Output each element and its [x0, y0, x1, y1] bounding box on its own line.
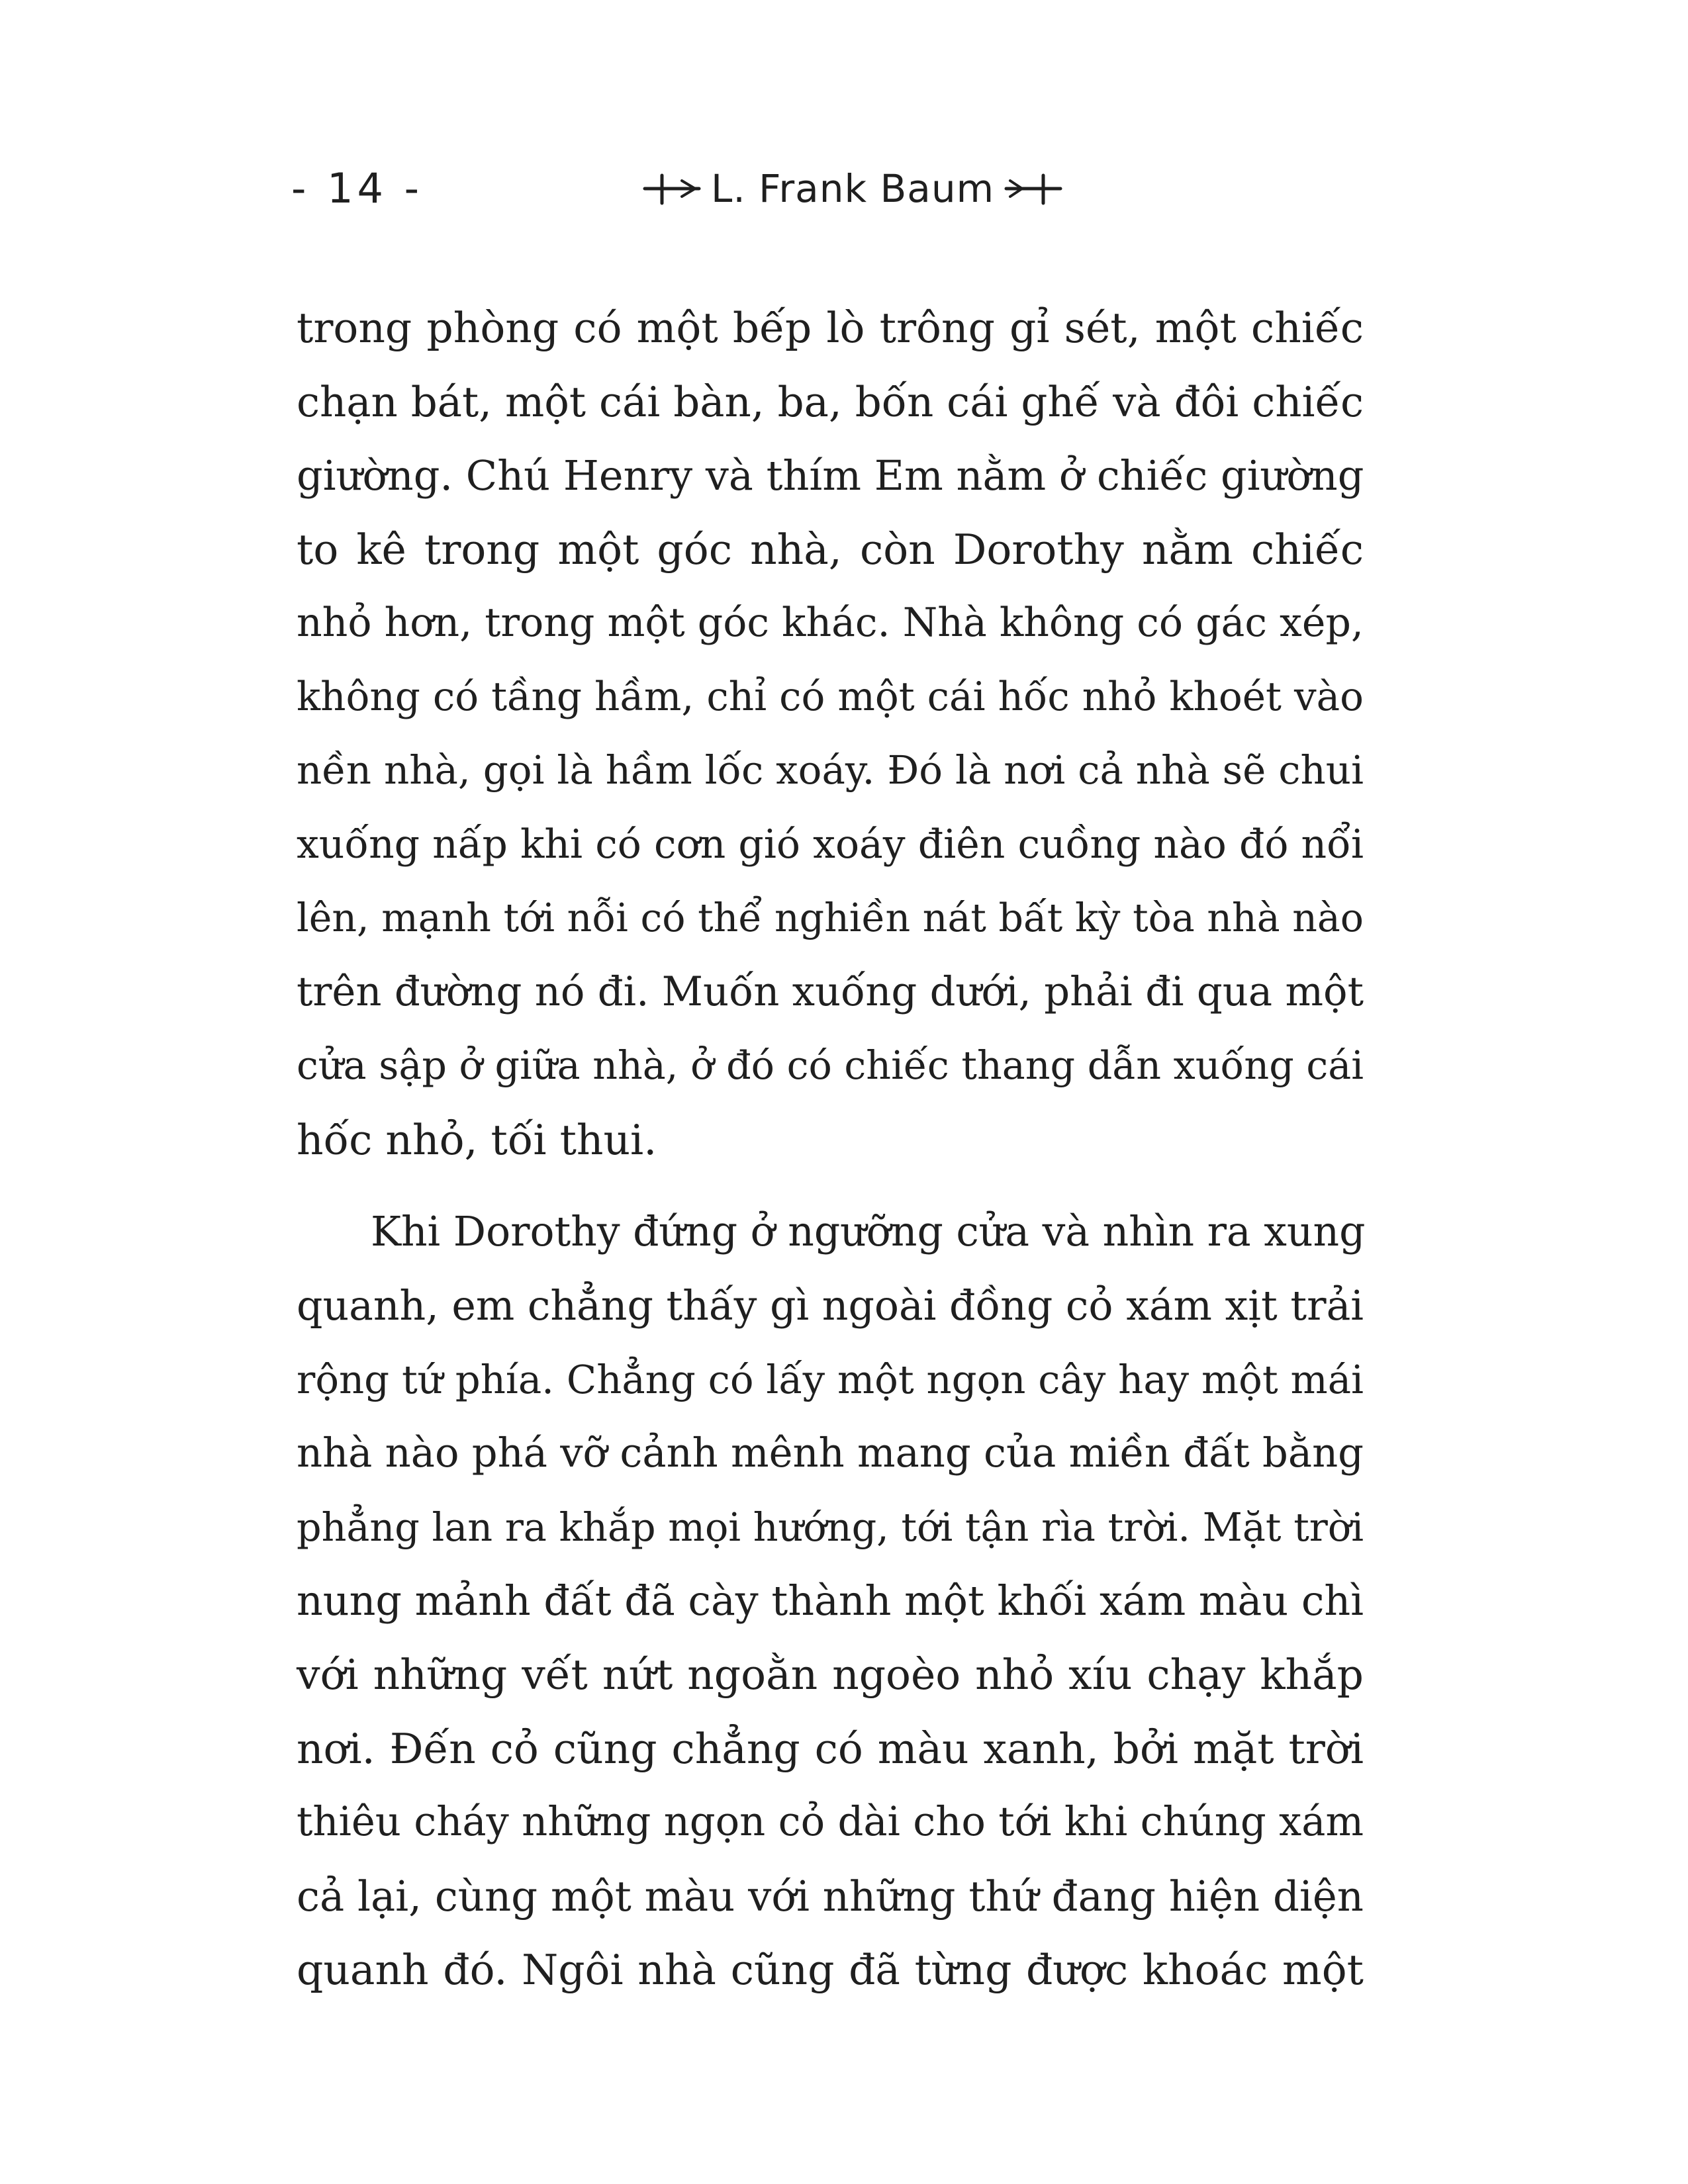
- text-line: quanh đó. Ngôi nhà cũng đã từng được khoác một: [297, 1946, 1364, 1994]
- text-line: lên, mạnh tới nỗi có thể nghiền nát bất kỳ tòa nhà nào: [297, 895, 1364, 940]
- text-line: nhà nào phá vỡ cảnh mênh mang của miền đất bằng: [297, 1430, 1364, 1477]
- text-line: nền nhà, gọi là hầm lốc xoáy. Đó là nơi cả nhà sẽ chui: [297, 748, 1364, 794]
- text-line: phẳng lan ra khắp mọi hướng, tới tận rìa trời. Mặt trời: [297, 1504, 1364, 1550]
- author-heading: [642, 152, 1063, 225]
- paragraph-1: [297, 291, 1364, 1177]
- text-line: với những vết nứt ngoằn ngoèo nhỏ xíu chạy khắp: [297, 1651, 1364, 1699]
- body-text: [297, 291, 1364, 2026]
- text-line: cửa sập ở giữa nhà, ở đó có chiếc thang dẫn xuống cái: [297, 1043, 1364, 1088]
- text-line: to kê trong một góc nhà, còn Dorothy nằm chiếc: [297, 525, 1364, 574]
- text-line: chạn bát, một cái bàn, ba, bốn cái ghế và đôi chiếc: [297, 377, 1364, 426]
- author-name: L. Frank Baum: [711, 166, 995, 211]
- cross-flourish-icon: [1004, 169, 1063, 208]
- text-line: nhỏ hơn, trong một góc khác. Nhà không có gác xép,: [297, 600, 1364, 646]
- text-line: rộng tứ phía. Chẳng có lấy một ngọn cây hay một mái: [297, 1357, 1364, 1402]
- text-line: nung mảnh đất đã cày thành một khối xám màu chì: [297, 1576, 1364, 1625]
- cross-flourish-icon: [642, 169, 702, 208]
- running-head: [0, 152, 1688, 225]
- text-line: giường. Chú Henry và thím Em nằm ở chiếc giường: [297, 451, 1364, 500]
- page-number: - 14 -: [291, 164, 424, 212]
- text-line: xuống nấp khi có cơn gió xoáy điên cuồng nào đó nổi: [297, 821, 1364, 868]
- text-line: hốc nhỏ, tối thui.: [297, 1115, 657, 1164]
- paragraph-2: [297, 1195, 1364, 2007]
- text-line: nơi. Đến cỏ cũng chẳng có màu xanh, bởi mặt trời: [297, 1724, 1364, 1773]
- text-line: thiêu cháy những ngọn cỏ dài cho tới khi chúng xám: [297, 1799, 1364, 1845]
- text-line: Khi Dorothy đứng ở ngưỡng cửa và nhìn ra xung: [371, 1208, 1366, 1255]
- text-line: không có tầng hầm, chỉ có một cái hốc nhỏ khoét vào: [297, 674, 1364, 720]
- text-line: quanh, em chẳng thấy gì ngoài đồng cỏ xám xịt trải: [297, 1281, 1364, 1330]
- text-line: cả lại, cùng một màu với những thứ đang hiện diện: [297, 1872, 1364, 1921]
- text-line: trong phòng có một bếp lò trông gỉ sét, một chiếc: [297, 304, 1364, 352]
- text-line: trên đường nó đi. Muốn xuống dưới, phải đi qua một: [297, 968, 1364, 1015]
